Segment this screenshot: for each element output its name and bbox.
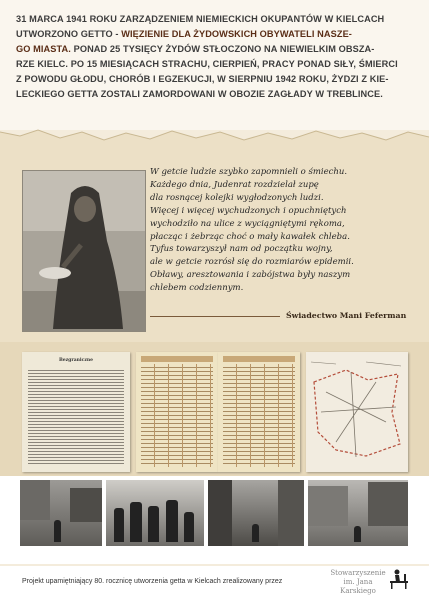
header-text [16, 12, 414, 102]
ledger-grid [223, 364, 295, 467]
header-emphasis: GO MIASTA. [16, 44, 71, 54]
quote-line: Każdego dnia, Judenrat rozdzielał zupę [150, 179, 319, 190]
quote-line: Więcej i więcej wychudzonych i opuchniętych [150, 205, 347, 216]
ledger-header [141, 356, 213, 362]
bench-figure-icon [388, 568, 410, 590]
crowd-photo [106, 480, 204, 546]
header-line [16, 57, 414, 72]
header-line [16, 87, 414, 102]
quote-line: Tyfus towarzyszył nam od początku wojny, [150, 244, 333, 255]
header-line [16, 12, 414, 27]
organization-name [328, 569, 388, 596]
quote-line: płacząc i żebrząc choć o mały kawałek chleba. [150, 231, 350, 242]
ledger-page-right [218, 352, 300, 472]
header-band [0, 0, 429, 130]
quote-line: W getcie ludzie szybko zapomnieli o śmiechu. [150, 167, 348, 177]
testimony-quote [150, 166, 412, 295]
ledger-header [223, 356, 295, 362]
street-photo [20, 480, 102, 546]
quote-line: Obławy, aresztowania i zabójstwa były naszym [150, 270, 351, 281]
header-text-part: UTWORZONO GETTO - [16, 29, 122, 39]
header-text-part: LECKIEGO GETTA ZOSTALI ZAMORDOWANI W OBOZIE ZAGŁADY W TREBLINCE. [16, 89, 383, 99]
footer-project-text: Projekt upamiętniający 80. rocznicę utworzenia getta w Kielcach zrealizowany przez [22, 578, 283, 585]
header-text-part: 31 MARCA 1941 ROKU ZARZĄDZENIEM NIEMIECKICH OKUPANTÓW W KIELCACH [16, 14, 385, 24]
header-text-part: PONAD 25 TYSIĘCY ŻYDÓW STŁOCZONO NA NIEWIELKIM OBSZA- [70, 44, 375, 54]
announcement-document [22, 352, 130, 472]
header-line [16, 72, 414, 87]
ledger-page-left [136, 352, 218, 472]
header-line [16, 27, 414, 42]
header-emphasis: WIĘZIENIE DLA ŻYDOWSKICH OBYWATELI NASZE- [121, 29, 352, 39]
quote-attribution: Świadectwo Mani Feferman [286, 311, 407, 320]
ghetto-map-document [306, 352, 408, 472]
attribution-rule [150, 316, 280, 317]
ledger-grid [141, 364, 213, 467]
town-street-photo [308, 480, 408, 546]
organization-name-line2: im. Jana Karskiego [340, 578, 376, 595]
header-text-part: Z POWODU GŁODU, CHORÓB I EGZEKUCJI, W SIERPNIU 1942 ROKU, ŻYDZI Z KIE- [16, 74, 389, 84]
header-line [16, 42, 414, 57]
header-text-part: RZE KIELC. PO 15 MIESIĄCACH STRACHU, CIERPIEŃ, PRACY PONAD SIŁY, ŚMIERCI [16, 59, 398, 69]
quote-line: ale w getcie rozrósł się do rozmiarów epidemii. [150, 257, 354, 268]
quote-line: dla rosnącej kolejki wygłodzonych ludzi. [150, 192, 324, 203]
quote-line: chlebem codziennym. [150, 283, 244, 294]
woman-with-bowl-photo [22, 170, 146, 332]
ghetto-street-photo [208, 480, 304, 546]
document-title: Bezgraniczne [58, 358, 94, 363]
document-text-lines [28, 368, 124, 466]
organization-name-line1: Stowarzyszenie [330, 569, 386, 577]
quote-line: wychodziło na ulice z wyciągniętymi rękoma, [150, 218, 345, 229]
